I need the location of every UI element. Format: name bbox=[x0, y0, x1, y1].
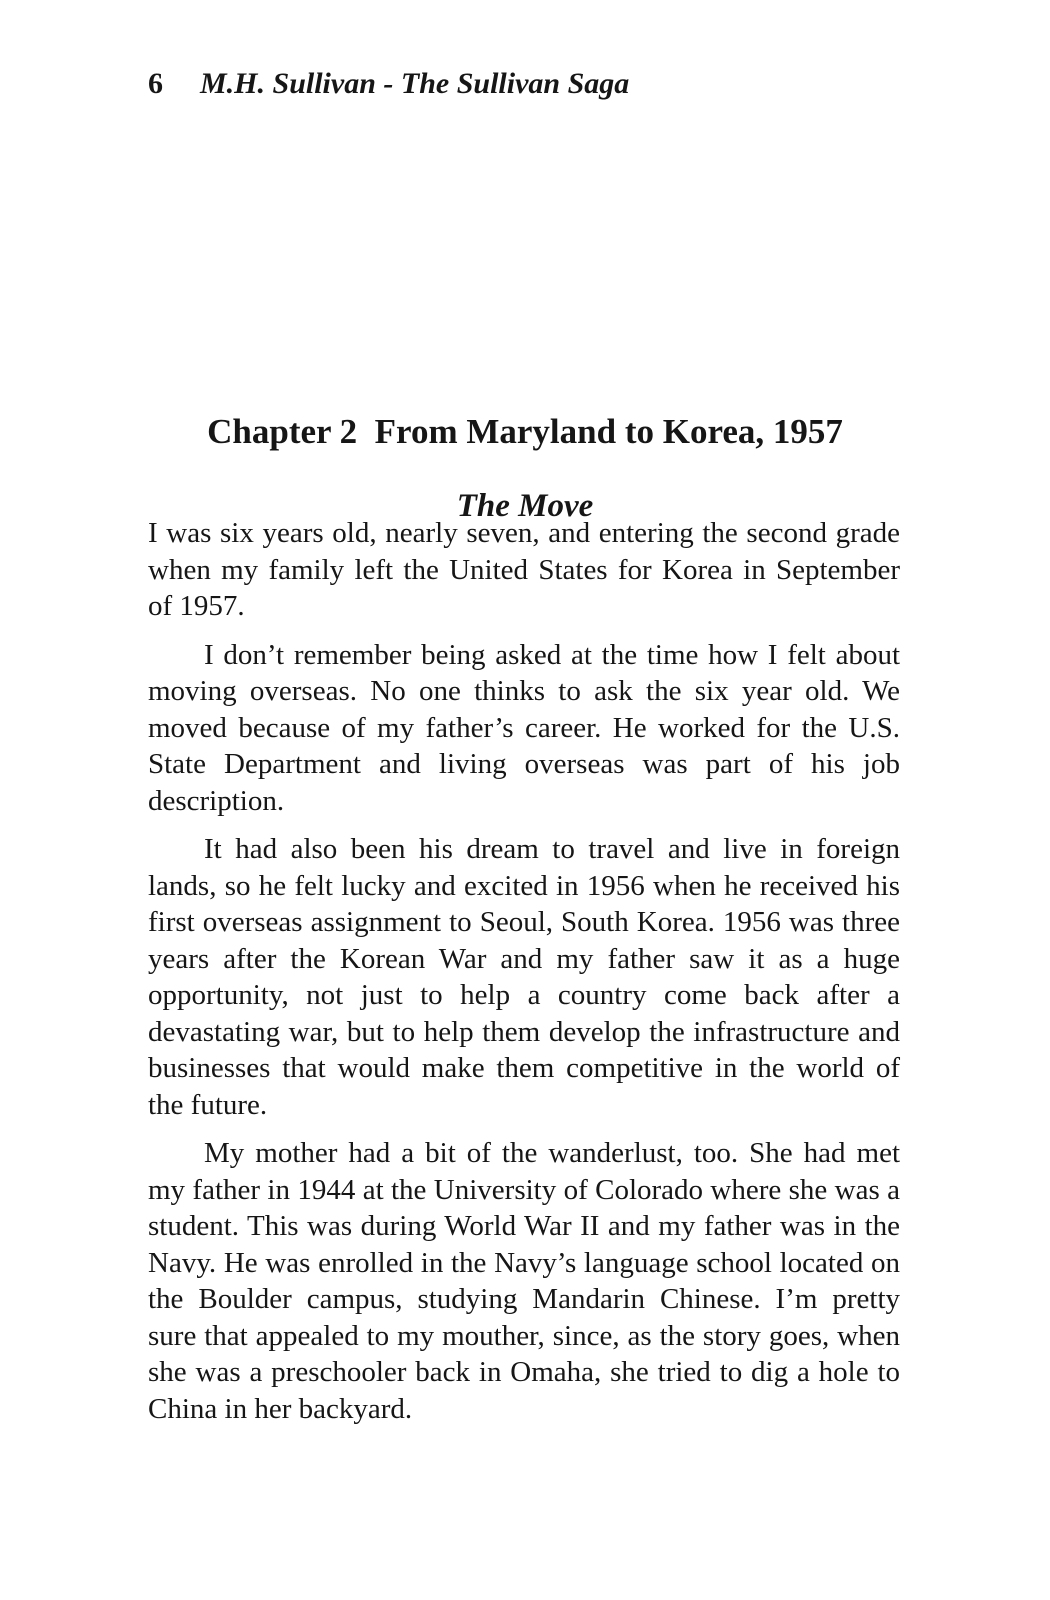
paragraph-4: My mother had a bit of the wanderlust, too. She had met my father in 1944 at the University of Colorado where she was a student. This was during World War II and my father was in the Navy. He was enrolled in the Navy’s language school located on the Boulder campus, studying Mandarin Chinese. I’m pretty sure that appealed to my mouther, since, as the story goes, when she was a preschooler back in Omaha, she tried to dig a hole to China in her backyard. bbox=[148, 1137, 900, 1425]
page-number: 6 bbox=[148, 67, 163, 100]
paragraph-1: I was six years old, nearly seven, and entering the second grade when my family left the United States for Korea in September of 1957. bbox=[148, 517, 900, 622]
body-text bbox=[148, 515, 900, 1439]
running-header bbox=[148, 66, 910, 102]
chapter-subtitle: The Move bbox=[456, 488, 594, 525]
running-title: M.H. Sullivan - The Sullivan Saga bbox=[200, 67, 630, 100]
chapter-heading: Chapter 2 From Maryland to Korea, 1957 bbox=[207, 412, 843, 452]
paragraph-2: I don’t remember being asked at the time how I felt about moving overseas. No one thinks to ask the six year old. We moved because of my father’s career. He worked for the U.S. State Department and living overseas was part of his job description. bbox=[148, 638, 900, 817]
paragraph-3: It had also been his dream to travel and live in foreign lands, so he felt lucky and excited in 1956 when he received his first overseas assignment to Seoul, South Korea. 1956 was three years after the Korean War and my father saw it as a huge opportunity, not just to help a country come back after a devastating war, but to help them develop the infrastructure and businesses that would make them competitive in the world of the future. bbox=[148, 833, 900, 1121]
